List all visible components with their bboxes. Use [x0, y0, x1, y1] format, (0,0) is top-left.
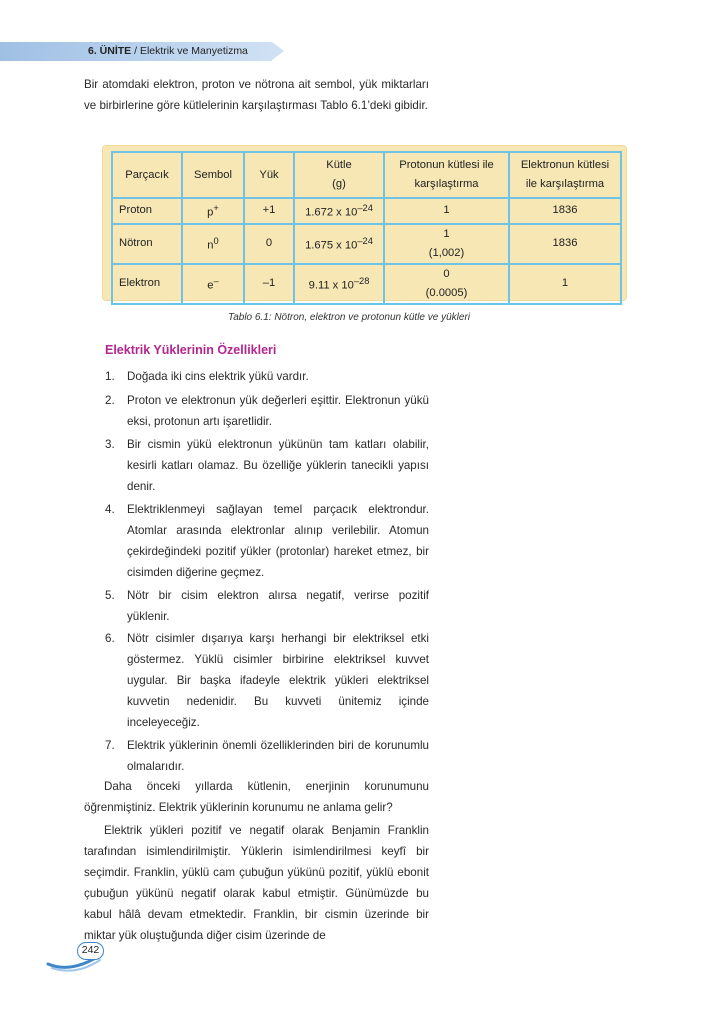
list-item-number: 2.	[105, 394, 115, 407]
cell-electron-comparison: 1	[509, 264, 621, 304]
mass-base: 1.672 x 10	[305, 206, 358, 219]
list-item-number: 7.	[105, 739, 115, 752]
cell-particle: Elektron	[112, 264, 182, 304]
mass-exponent: –28	[353, 275, 370, 286]
symbol-base: p	[207, 206, 214, 219]
cell-particle: Nötron	[112, 224, 182, 264]
symbol-base: n	[207, 239, 214, 252]
header-mass-line2: (g)	[332, 178, 346, 190]
particle-table-box	[103, 146, 626, 300]
list-item	[105, 366, 429, 387]
list-item-number: 3.	[105, 438, 115, 451]
header-particle: Parçacık	[112, 152, 182, 198]
unit-topic: Elektrik ve Manyetizma	[139, 45, 248, 57]
symbol-superscript: 0	[213, 235, 219, 246]
list-item	[105, 390, 429, 432]
cell-symbol	[182, 264, 244, 304]
proton-cmp-ratio: (0.0005)	[425, 286, 468, 299]
list-item-text: Proton ve elektronun yük değerleri eşittir. Elektronun yükü eksi, protonun artı işaretlidir.	[127, 394, 429, 428]
table-caption: Tablo 6.1: Nötron, elektron ve protonun kütle ve yükleri	[228, 312, 470, 323]
list-item	[105, 434, 429, 497]
cell-mass	[294, 198, 384, 224]
list-item-text: Elektrik yüklerinin önemli özelliklerinden biri de korunumlu olmalarıdır.	[127, 739, 429, 773]
cell-mass	[294, 224, 384, 264]
list-item-text: Doğada iki cins elektrik yükü vardır.	[127, 370, 309, 383]
cell-symbol	[182, 198, 244, 224]
unit-banner-arrow	[272, 42, 284, 60]
symbol-base: e	[207, 279, 214, 292]
unit-label: 6. ÜNİTE	[88, 45, 132, 57]
header-mass	[294, 152, 384, 198]
cell-particle: Proton	[112, 198, 182, 224]
list-item	[105, 499, 429, 583]
list-item-number: 5.	[105, 589, 115, 602]
list-item-number: 1.	[105, 370, 115, 383]
header-proton-cmp-line2: karşılaştırma	[414, 178, 479, 190]
cell-proton-comparison	[384, 264, 509, 304]
page-number-badge	[46, 940, 106, 980]
mass-exponent: –24	[357, 203, 373, 213]
mass-exponent: –24	[357, 235, 373, 246]
unit-banner-text	[88, 45, 248, 57]
list-item-text: Nötr bir cisim elektron alırsa negatif, verirse pozitif yüklenir.	[127, 589, 429, 623]
header-electron-comparison	[509, 152, 621, 198]
section-heading: Elektrik Yüklerinin Özellikleri	[105, 343, 277, 357]
cell-mass	[294, 264, 384, 304]
proton-cmp-value: 1	[443, 227, 450, 240]
cell-electron-comparison: 1836	[509, 224, 621, 264]
cell-charge: +1	[244, 198, 294, 224]
particle-table	[111, 151, 622, 305]
table-row	[112, 224, 621, 264]
list-item-number: 6.	[105, 632, 115, 645]
table-row	[112, 198, 621, 224]
list-item	[105, 628, 429, 733]
proton-cmp-value: 0	[443, 267, 450, 280]
symbol-superscript: +	[213, 203, 219, 213]
list-item	[105, 585, 429, 627]
page-number: 242	[77, 942, 104, 960]
unit-banner	[0, 42, 286, 61]
list-item-text: Elektriklenmeyi sağlayan temel parçacık elektrondur. Atomlar arasında elektronlar alınıp verilebilir. Atomun çekirdeğindeki pozitif yükler (protonlar) hareket etmez, bir cisimden diğerine geçmez.	[127, 503, 429, 579]
header-proton-cmp-line1: Protonun kütlesi ile	[399, 159, 494, 171]
proton-cmp-ratio: (1,002)	[428, 246, 465, 259]
table-row	[112, 264, 621, 304]
header-mass-line1: Kütle	[326, 159, 352, 171]
proton-cmp-value: 1	[443, 204, 450, 217]
header-symbol: Sembol	[182, 152, 244, 198]
cell-electron-comparison: 1836	[509, 198, 621, 224]
list-item	[105, 735, 429, 777]
cell-proton-comparison	[384, 224, 509, 264]
header-charge: Yük	[244, 152, 294, 198]
mass-base: 9.11 x 10	[308, 279, 354, 292]
list-item-text: Bir cismin yükü elektronun yükünün tam katları olabilir, kesirli katları olamaz. Bu özelliğe yüklerin tanecikli yapısı denir.	[127, 438, 429, 493]
header-electron-cmp-line2: ile karşılaştırma	[525, 178, 605, 190]
symbol-superscript: –	[213, 275, 219, 286]
cell-charge: –1	[244, 264, 294, 304]
header-proton-comparison	[384, 152, 509, 198]
intro-paragraph: Bir atomdaki elektron, proton ve nötrona ait sembol, yük miktarları ve birbirlerine göre kütlelerinin karşılaştırması Tablo 6.1’deki gibidir.	[84, 78, 429, 112]
list-item-text: Nötr cisimler dışarıya karşı herhangi bir elektriksel etki göstermez. Yüklü cisimler birbirine elektriksel kuvvet uygular. Bir başka ifadeyle elektrik yükleri elektriksel kuvvetin nedenidir. Bu kuvveti ünitemiz içinde inceleyeceğiz.	[127, 632, 429, 729]
table-header-row	[112, 152, 621, 198]
list-item-number: 4.	[105, 503, 115, 516]
cell-symbol	[182, 224, 244, 264]
cell-proton-comparison	[384, 198, 509, 224]
header-electron-cmp-line1: Elektronun kütlesi	[520, 159, 610, 171]
unit-separator: /	[131, 45, 140, 57]
paragraph-franklin: Elektrik yükleri pozitif ve negatif olarak Benjamin Franklin tarafından isimlendirilmiştir. Yüklerin isimlendirilmesi keyfî bir seçimdir. Franklin, yüklü cam çubuğun yükünü pozitif, yüklü ebonit çubuğun yükünü negatif olarak kabul etmiştir. Günümüzde bu kabul hâlâ devam etmektedir. Franklin, bir cismin üzerinde bir miktar yük oluştuğunda diğer cisim üzerinde de	[84, 824, 429, 942]
cell-charge: 0	[244, 224, 294, 264]
paragraph-conservation-question: Daha önceki yıllarda kütlenin, enerjinin korunumunu öğrenmiştiniz. Elektrik yüklerinin korunumu ne anlama gelir?	[84, 780, 429, 814]
mass-base: 1.675 x 10	[305, 239, 358, 252]
